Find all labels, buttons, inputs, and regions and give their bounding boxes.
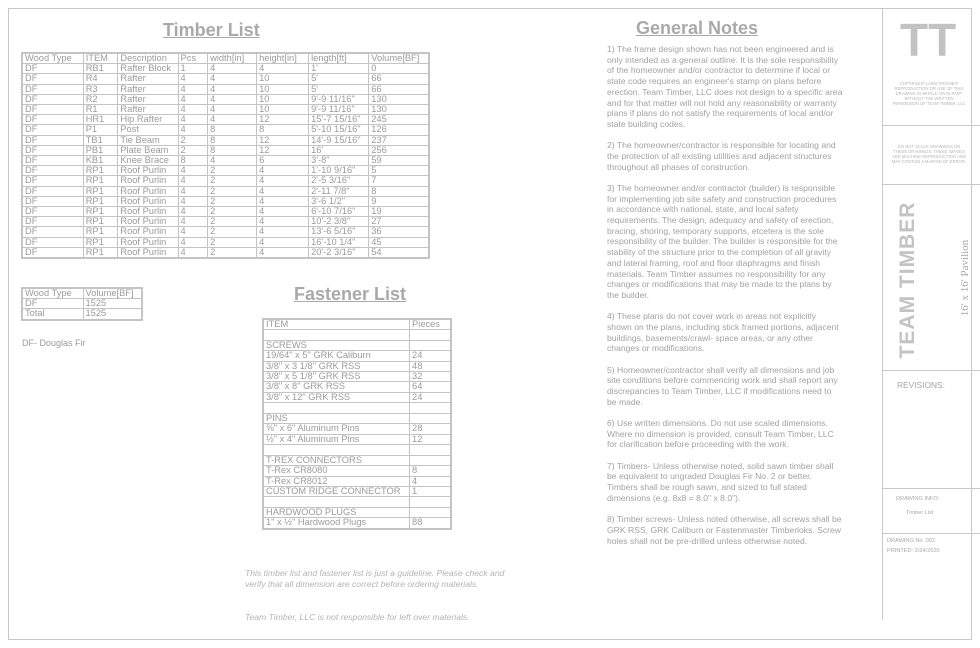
table-cell: Rafter xyxy=(118,105,178,115)
table-cell: R4 xyxy=(83,74,118,84)
table-cell: Tie Beam xyxy=(118,135,178,145)
table-cell: 8 xyxy=(208,135,257,145)
table-cell: RP1 xyxy=(83,247,118,258)
table-cell: DF xyxy=(22,227,83,237)
table-cell: Roof Purlin xyxy=(118,217,178,227)
timber-list-table xyxy=(21,52,430,259)
table-cell: 4 xyxy=(208,84,257,94)
general-note: 5) Homeowner/contractor shall verify all dimensions and job site conditions before commencing work and shall report any discrepancies to Team Timber, LLC if modifications need to be made. xyxy=(607,364,838,407)
column-header: width[in] xyxy=(208,53,257,64)
table-cell: 10'-2 3/8" xyxy=(309,217,369,227)
table-cell: Rafter Block xyxy=(118,64,178,74)
table-cell: DF xyxy=(22,84,83,94)
table-cell: 1525 xyxy=(83,309,142,320)
table-cell: 2 xyxy=(208,166,257,176)
table-cell: 10 xyxy=(257,74,309,84)
table-cell xyxy=(410,455,451,465)
timber-row xyxy=(22,196,429,206)
table-cell: 4 xyxy=(257,176,309,186)
table-cell: 7 xyxy=(369,176,429,186)
table-cell: DF xyxy=(22,237,83,247)
table-cell: 5 xyxy=(369,166,429,176)
team-timber-brand: TEAM TIMBER xyxy=(896,201,919,359)
table-cell: 27 xyxy=(369,217,429,227)
table-cell: HARDWOOD PLUGS xyxy=(263,507,410,517)
table-cell: RP1 xyxy=(83,207,118,217)
table-cell: PINS xyxy=(263,413,410,423)
general-note: 3) The homeowner and/or contractor (builder) is responsible for implementing job site safety and construction procedures in accordance with national, state, and local safety requirements. The design, adequacy and safety of erection, bracing, shoring, temporary supports, etcetera is the sole responsibility of the builder. The builder is responsible for the stability of the structure prior to the completion of all gravity and lateral framing, roof and floor diaphragms and finish materials. Team Timber assumes no responsibility for any changes or modifications that may be made to the plans by the builder. xyxy=(607,182,838,300)
table-cell: HR1 xyxy=(83,115,118,125)
table-cell: 1" x ½" Hardwood Plugs xyxy=(263,518,410,529)
table-cell: Roof Purlin xyxy=(118,247,178,258)
table-cell xyxy=(410,507,451,517)
table-cell: 4 xyxy=(178,74,208,84)
column-header: Pcs xyxy=(178,53,208,64)
table-cell xyxy=(410,413,451,423)
table-cell: 12 xyxy=(410,434,451,444)
team-timber-logo xyxy=(898,12,958,64)
table-cell xyxy=(410,330,451,340)
general-note: 8) Timber screws- Unless noted otherwise, all screws shall be GRK RSS, GRK Caliburn or Fastenmaster Timberloks. Screw holes shall not be pre-drilled unless otherwise noted. xyxy=(607,514,842,546)
table-cell: 19/64" x 5" GRK Caliburn xyxy=(263,351,410,361)
timber-row xyxy=(22,135,429,145)
table-cell: 4 xyxy=(208,105,257,115)
table-cell: 14'-9 15/16" xyxy=(309,135,369,145)
table-cell: 130 xyxy=(369,105,429,115)
table-cell: P1 xyxy=(83,125,118,135)
table-cell: 2 xyxy=(178,145,208,155)
fastener-row xyxy=(263,497,451,507)
fastener-list-title: Fastener List xyxy=(294,284,407,304)
table-cell: 24 xyxy=(410,351,451,361)
tb-divider-1 xyxy=(883,125,980,126)
table-cell: Roof Purlin xyxy=(118,227,178,237)
table-cell: 8 xyxy=(369,186,429,196)
printed-date: PRINTED: 2/24/2020 xyxy=(887,548,940,554)
table-cell: 4 xyxy=(178,166,208,176)
table-cell: 45 xyxy=(369,237,429,247)
table-cell: R3 xyxy=(83,84,118,94)
table-cell: 4 xyxy=(257,196,309,206)
table-cell: 15'-7 15/16" xyxy=(309,115,369,125)
column-header: Volume[BF] xyxy=(83,288,142,299)
table-cell: T-Rex CR8080 xyxy=(263,466,410,476)
volume-row xyxy=(22,309,142,320)
table-cell: 12 xyxy=(257,115,309,125)
table-cell: 4 xyxy=(257,186,309,196)
table-cell: Total xyxy=(22,309,83,320)
timber-row xyxy=(22,94,429,104)
table-cell: DF xyxy=(22,196,83,206)
scale-note: DO NOT SCALE DRAWINGS ON THESE DRAWINGS. THESE IMAGES ARE MACHINE REPRODUCTION AND MAY CONTAIN A MARGIN OF ERROR. xyxy=(891,144,967,164)
copyright-note: COPYRIGHT LAWS PROHIBIT REPRODUCTION OR USE OF THIS DRAWING IN WHOLE OR IN PART WITHOUT THE WRITTEN PERMISSION OF TEAM TIMBER, LLC xyxy=(892,81,966,106)
table-cell: 1525 xyxy=(83,299,142,309)
volume-row xyxy=(22,299,142,309)
table-cell: 4 xyxy=(208,156,257,166)
table-cell: 2 xyxy=(208,217,257,227)
disclaimer-guideline: This timber list and fastener list is just a guideline. Please check and verify that all dimension are correct before ordering materials. xyxy=(245,568,505,589)
table-cell: 6'-10 7/16" xyxy=(309,207,369,217)
table-cell: DF xyxy=(22,207,83,217)
tb-divider-3 xyxy=(883,370,980,371)
column-header: length[ft] xyxy=(309,53,369,64)
table-cell: 5' xyxy=(309,74,369,84)
table-cell: 4 xyxy=(178,217,208,227)
table-cell: 4 xyxy=(178,115,208,125)
table-cell xyxy=(263,403,410,413)
table-cell: DF xyxy=(22,135,83,145)
table-cell: 3/8" x 8" GRK RSS xyxy=(263,382,410,392)
column-header: ITEM xyxy=(83,53,118,64)
table-cell: 0 xyxy=(369,64,429,74)
table-cell: 126 xyxy=(369,125,429,135)
general-note: 6) Use written dimensions. Do not use scaled dimensions. Where no dimension is provided, consult Team Timber, LLC for clarification before proceeding with the work. xyxy=(607,418,834,450)
table-cell: 4 xyxy=(208,115,257,125)
table-cell: ½" x 4" Aluminum Pins xyxy=(263,434,410,444)
column-header: ITEM xyxy=(263,319,410,330)
column-header: Volume[BF] xyxy=(369,53,429,64)
table-cell: 4 xyxy=(208,94,257,104)
table-cell: DF xyxy=(22,176,83,186)
table-cell: 19 xyxy=(369,207,429,217)
table-cell: 2 xyxy=(208,227,257,237)
general-notes-body xyxy=(607,44,843,557)
tb-divider-5 xyxy=(883,533,980,534)
table-cell: KB1 xyxy=(83,156,118,166)
table-cell: Knee Brace xyxy=(118,156,178,166)
table-cell: 64 xyxy=(410,382,451,392)
fastener-row xyxy=(263,392,451,402)
fastener-row xyxy=(263,486,451,496)
table-cell: RP1 xyxy=(83,176,118,186)
table-cell: PB1 xyxy=(83,145,118,155)
table-cell: Roof Purlin xyxy=(118,237,178,247)
table-cell: 10 xyxy=(257,84,309,94)
table-cell: DF xyxy=(22,74,83,84)
timber-row xyxy=(22,207,429,217)
table-cell: CUSTOM RIDGE CONNECTOR xyxy=(263,486,410,496)
table-cell: 4 xyxy=(410,476,451,486)
table-cell: DF xyxy=(22,217,83,227)
fastener-row xyxy=(263,466,451,476)
table-cell: 4 xyxy=(178,196,208,206)
table-cell: 54 xyxy=(369,247,429,258)
table-cell: R1 xyxy=(83,105,118,115)
table-cell: 2 xyxy=(208,186,257,196)
table-cell: 4 xyxy=(208,74,257,84)
revisions-label: REVISIONS: xyxy=(897,380,945,390)
logo-letters: TT xyxy=(900,14,957,64)
timber-row xyxy=(22,217,429,227)
table-cell: 13'-6 5/16" xyxy=(309,227,369,237)
table-cell: RP1 xyxy=(83,237,118,247)
table-cell: RP1 xyxy=(83,227,118,237)
table-cell: 4 xyxy=(178,105,208,115)
table-cell: 4 xyxy=(178,94,208,104)
table-cell: SCREWS xyxy=(263,340,410,350)
fastener-row xyxy=(263,507,451,517)
table-cell xyxy=(410,403,451,413)
general-note: 4) These plans do not cover work in areas not explicitly shown on the plans, including stick framed portions, adjacent buildings, basements/crawl- space areas, or any other changes or modifications. xyxy=(607,311,839,354)
column-header: Description xyxy=(118,53,178,64)
table-cell: 3'-8" xyxy=(309,156,369,166)
table-cell: 4 xyxy=(178,237,208,247)
table-cell: 237 xyxy=(369,135,429,145)
table-cell xyxy=(263,445,410,455)
column-header: Wood Type xyxy=(22,288,83,299)
general-notes-title: General Notes xyxy=(636,18,759,38)
table-cell: Hip Rafter xyxy=(118,115,178,125)
table-cell: TB1 xyxy=(83,135,118,145)
table-cell: 32 xyxy=(410,372,451,382)
table-cell: 5'-10 15/16" xyxy=(309,125,369,135)
table-cell: 8 xyxy=(410,466,451,476)
fastener-row xyxy=(263,372,451,382)
timber-row xyxy=(22,176,429,186)
timber-row xyxy=(22,156,429,166)
table-cell: 3/8" x 3 1/8" GRK RSS xyxy=(263,361,410,371)
table-cell: 2 xyxy=(208,247,257,258)
fastener-row xyxy=(263,351,451,361)
table-cell: Roof Purlin xyxy=(118,166,178,176)
fastener-row xyxy=(263,434,451,444)
table-cell: DF xyxy=(22,156,83,166)
table-cell: 16'-10 1/4" xyxy=(309,237,369,247)
table-cell: 24 xyxy=(410,392,451,402)
timber-row xyxy=(22,237,429,247)
table-cell: Roof Purlin xyxy=(118,176,178,186)
table-cell: 2'-5 3/16" xyxy=(309,176,369,186)
table-cell: 2 xyxy=(208,207,257,217)
fastener-row xyxy=(263,424,451,434)
table-cell: R2 xyxy=(83,94,118,104)
table-cell: 2 xyxy=(208,196,257,206)
table-cell xyxy=(263,497,410,507)
table-cell: DF xyxy=(22,125,83,135)
column-header: Wood Type xyxy=(22,53,83,64)
table-cell: 6 xyxy=(257,156,309,166)
table-cell xyxy=(263,330,410,340)
timber-row xyxy=(22,166,429,176)
table-cell: Roof Purlin xyxy=(118,196,178,206)
table-cell: DF xyxy=(22,299,83,309)
fastener-row xyxy=(263,330,451,340)
table-cell: 9'-9 11/16" xyxy=(309,94,369,104)
table-cell: T-REX CONNECTORS xyxy=(263,455,410,465)
timber-row xyxy=(22,125,429,135)
table-cell: 48 xyxy=(410,361,451,371)
table-cell: 66 xyxy=(369,84,429,94)
table-cell: 16' xyxy=(309,145,369,155)
table-cell xyxy=(410,497,451,507)
table-cell: 10 xyxy=(257,105,309,115)
tree-logo-icon xyxy=(898,12,958,64)
table-cell: 3/8" x 5 1/8" GRK RSS xyxy=(263,372,410,382)
table-cell: 2 xyxy=(178,135,208,145)
table-cell: 8 xyxy=(208,125,257,135)
table-cell: 4 xyxy=(257,237,309,247)
table-cell: 4 xyxy=(178,247,208,258)
timber-row xyxy=(22,227,429,237)
timber-row xyxy=(22,247,429,258)
table-cell: 9'-9 11/16" xyxy=(309,105,369,115)
table-cell: DF xyxy=(22,94,83,104)
fastener-row xyxy=(263,518,451,529)
table-cell: 9 xyxy=(369,196,429,206)
fastener-row xyxy=(263,403,451,413)
table-cell: 36 xyxy=(369,227,429,237)
table-cell: 4 xyxy=(257,227,309,237)
column-header: Pieces xyxy=(410,319,451,330)
table-cell: 4 xyxy=(257,207,309,217)
table-cell: DF xyxy=(22,105,83,115)
table-cell: 1 xyxy=(410,486,451,496)
fastener-row xyxy=(263,476,451,486)
table-cell: 4 xyxy=(178,176,208,186)
table-cell: 130 xyxy=(369,94,429,104)
table-cell: 66 xyxy=(369,74,429,84)
timber-row xyxy=(22,64,429,74)
fastener-row xyxy=(263,340,451,350)
table-cell: 8 xyxy=(208,145,257,155)
table-cell: 2 xyxy=(208,237,257,247)
table-cell: T-Rex CR8012 xyxy=(263,476,410,486)
table-cell: ⅝" x 6" Aluminum Pins xyxy=(263,424,410,434)
fastener-row xyxy=(263,382,451,392)
table-cell: 4 xyxy=(178,207,208,217)
table-cell: Rafter xyxy=(118,94,178,104)
table-cell: 12 xyxy=(257,145,309,155)
wood-legend: DF- Douglas Fir xyxy=(22,338,86,348)
table-cell: RB1 xyxy=(83,64,118,74)
tb-divider-2 xyxy=(883,184,980,185)
timber-row xyxy=(22,115,429,125)
table-cell: 28 xyxy=(410,424,451,434)
general-note: 1) The frame design shown has not been engineered and is only intended as a general outline. It is the sole responsibility of the homeowner and/or contractor to determine if local or state code requires an engineer's stamp on plans before erection. Team Timber, LLC does not design to a specific area and for that matter will not hold any reasonability or warranty plans if plans do not satisfy the requirements of local and/or state building codes. xyxy=(607,44,843,129)
volume-summary-table xyxy=(21,287,143,321)
table-cell: DF xyxy=(22,115,83,125)
table-cell: 88 xyxy=(410,518,451,529)
table-cell: RP1 xyxy=(83,217,118,227)
table-cell: DF xyxy=(22,64,83,74)
table-cell: DF xyxy=(22,145,83,155)
table-cell: 10 xyxy=(257,94,309,104)
disclaimer-leftover: Team Timber, LLC is not responsible for left over materials. xyxy=(245,612,470,622)
table-cell: 4 xyxy=(178,227,208,237)
table-cell: RP1 xyxy=(83,186,118,196)
table-cell: 2 xyxy=(208,176,257,186)
project-name: 16' x 16' Pavilion xyxy=(959,239,971,317)
table-cell: Roof Purlin xyxy=(118,186,178,196)
timber-row xyxy=(22,84,429,94)
tb-divider-4 xyxy=(883,488,980,489)
table-cell: 1 xyxy=(178,64,208,74)
timber-row xyxy=(22,186,429,196)
table-cell: 4 xyxy=(257,64,309,74)
table-cell: 1' xyxy=(309,64,369,74)
table-cell: Roof Purlin xyxy=(118,207,178,217)
table-cell: Rafter xyxy=(118,74,178,84)
table-cell: 4 xyxy=(208,64,257,74)
table-cell: 12 xyxy=(257,135,309,145)
timber-list-title: Timber List xyxy=(163,20,260,40)
table-cell: 8 xyxy=(257,125,309,135)
table-cell: 245 xyxy=(369,115,429,125)
drawing-info-label: DRAWING INFO: xyxy=(896,496,940,502)
table-cell: DF xyxy=(22,186,83,196)
fastener-row xyxy=(263,455,451,465)
table-cell: Rafter xyxy=(118,84,178,94)
table-cell: 20'-2 3/16" xyxy=(309,247,369,258)
table-cell: 3/8" x 12" GRK RSS xyxy=(263,392,410,402)
table-cell: 1'-10 9/16" xyxy=(309,166,369,176)
table-cell: 256 xyxy=(369,145,429,155)
table-cell: RP1 xyxy=(83,166,118,176)
table-cell: RP1 xyxy=(83,196,118,206)
table-cell: 5' xyxy=(309,84,369,94)
timber-row xyxy=(22,105,429,115)
table-cell: 4 xyxy=(178,84,208,94)
title-block xyxy=(883,8,972,640)
table-cell: Plate Beam xyxy=(118,145,178,155)
column-header: height[in] xyxy=(257,53,309,64)
drawing-info-value: Timber List xyxy=(906,510,934,516)
table-cell: 8 xyxy=(178,156,208,166)
table-cell: 4 xyxy=(178,125,208,135)
timber-row xyxy=(22,145,429,155)
table-cell: 3'-6 1/2" xyxy=(309,196,369,206)
fastener-row xyxy=(263,413,451,423)
table-cell xyxy=(410,445,451,455)
fastener-list-table xyxy=(262,318,452,530)
timber-row xyxy=(22,74,429,84)
table-cell xyxy=(410,340,451,350)
table-cell: DF xyxy=(22,166,83,176)
table-cell: Post xyxy=(118,125,178,135)
table-cell: 4 xyxy=(257,166,309,176)
table-cell: DF xyxy=(22,247,83,258)
table-cell: 4 xyxy=(257,247,309,258)
table-cell: 2'-11 7/8" xyxy=(309,186,369,196)
table-cell: 4 xyxy=(178,186,208,196)
general-note: 7) Timbers- Unless otherwise noted, solid sawn timber shall be equivalent to ungraded Douglas Fir No. 2 or better. Timbers shall be rough sawn, and sized to full stated dimensions (e.g. 8x8 = 8.0" x 8.0"). xyxy=(607,460,834,503)
fastener-row xyxy=(263,445,451,455)
table-cell: 4 xyxy=(257,217,309,227)
fastener-row xyxy=(263,361,451,371)
table-cell: 59 xyxy=(369,156,429,166)
drawing-number: DRAWING No. 002 xyxy=(887,538,935,544)
general-note: 2) The homeowner/contractor is responsible for locating and the protection of all existing utilities and adjacent structures throughout all phases of construction. xyxy=(607,140,836,172)
